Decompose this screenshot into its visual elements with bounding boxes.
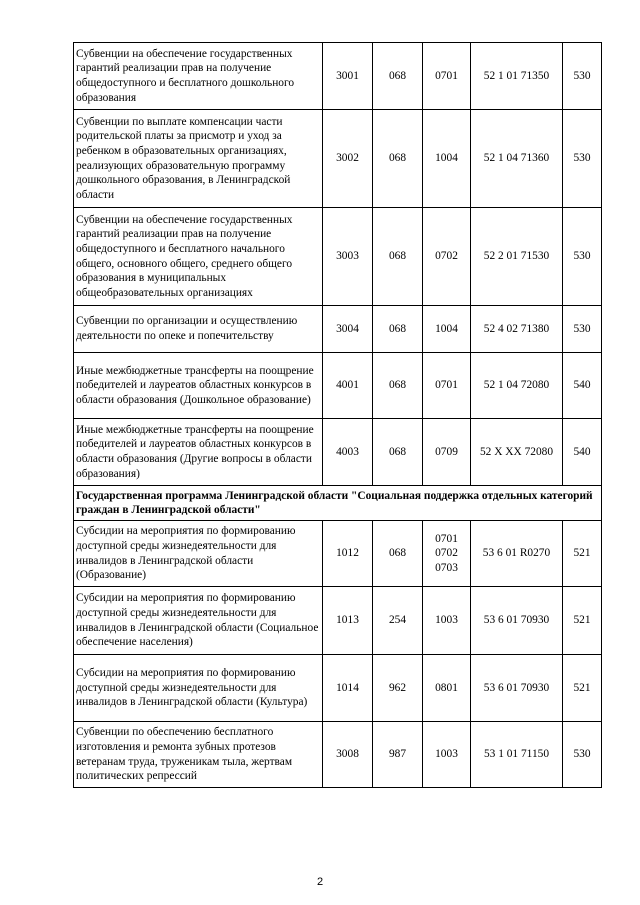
section-cell	[423, 110, 471, 208]
description-cell: Субсидии на мероприятия по формированию доступной среды жизнедеятельности для инвалидов в Ленинградской области (Образование)	[74, 521, 323, 587]
section-cell	[423, 208, 471, 306]
section-code: 0703	[435, 561, 458, 574]
description-cell: Иные межбюджетные трансферты на поощрение победителей и лауреатов областных конкурсов в области образования (Другие вопросы в области образования)	[74, 419, 323, 486]
table-row	[74, 43, 602, 110]
section-cell	[423, 43, 471, 110]
ministry-cell: 068	[373, 110, 423, 208]
section-code: 0801	[435, 681, 458, 694]
kvr-cell: 530	[563, 306, 602, 353]
budget-table	[73, 42, 602, 788]
kcsr-cell: 52 X XX 72080	[471, 419, 563, 486]
section-code: 0701	[435, 379, 458, 392]
section-cell	[423, 587, 471, 655]
code-cell: 3008	[323, 722, 373, 788]
description-cell: Субвенции по обеспечению бесплатного изготовления и ремонта зубных протезов ветеранам труда, труженикам тыла, жертвам политических репрессий	[74, 722, 323, 788]
kvr-cell: 530	[563, 43, 602, 110]
section-cell	[423, 655, 471, 722]
table-row	[74, 353, 602, 419]
section-cell	[423, 722, 471, 788]
ministry-cell: 068	[373, 208, 423, 306]
table-row	[74, 419, 602, 486]
section-code: 1004	[435, 152, 458, 165]
table-row	[74, 306, 602, 353]
section-code: 0709	[435, 445, 458, 458]
description-cell: Субвенции на обеспечение государственных гарантий реализации прав на получение общедоступного и бесплатного дошкольного образования	[74, 43, 323, 110]
ministry-cell: 068	[373, 521, 423, 587]
table-row	[74, 208, 602, 306]
description-cell: Субвенции по организации и осуществлению деятельности по опеке и попечительству	[74, 306, 323, 353]
kvr-cell: 521	[563, 587, 602, 655]
section-cell	[423, 306, 471, 353]
section-code: 1004	[435, 322, 458, 335]
kcsr-cell: 52 1 04 71360	[471, 110, 563, 208]
code-cell: 3002	[323, 110, 373, 208]
ministry-cell: 254	[373, 587, 423, 655]
table-row	[74, 722, 602, 788]
table-row	[74, 110, 602, 208]
description-cell: Иные межбюджетные трансферты на поощрение победителей и лауреатов областных конкурсов в области образования (Дошкольное образование)	[74, 353, 323, 419]
section-header-row	[74, 486, 602, 521]
kcsr-cell: 53 1 01 71150	[471, 722, 563, 788]
kvr-cell: 540	[563, 419, 602, 486]
section-code: 0702	[435, 547, 458, 560]
kvr-cell: 540	[563, 353, 602, 419]
section-title: Государственная программа Ленинградской области "Социальная поддержка отдельных категорий граждан в Ленинградской области"	[74, 486, 602, 521]
code-cell: 3001	[323, 43, 373, 110]
kcsr-cell: 53 6 01 R0270	[471, 521, 563, 587]
section-cell	[423, 419, 471, 486]
ministry-cell: 068	[373, 306, 423, 353]
description-cell: Субвенции на обеспечение государственных гарантий реализации прав на получение общедоступного и бесплатного начального общего, основного общего, среднего общего образования в муниципальных общеобразовательных организациях	[74, 208, 323, 306]
description-cell: Субвенции по выплате компенсации части родительской платы за присмотр и уход за ребенком в образовательных организациях, реализующих образовательную программу дошкольного образования, в Ленинградской области	[74, 110, 323, 208]
code-cell: 1014	[323, 655, 373, 722]
table-row	[74, 521, 602, 587]
ministry-cell: 068	[373, 43, 423, 110]
kcsr-cell: 52 1 04 72080	[471, 353, 563, 419]
kcsr-cell: 52 2 01 71530	[471, 208, 563, 306]
kvr-cell: 530	[563, 722, 602, 788]
table-row	[74, 655, 602, 722]
kcsr-cell: 52 1 01 71350	[471, 43, 563, 110]
table-row	[74, 587, 602, 655]
section-code: 1003	[435, 614, 458, 627]
kvr-cell: 521	[563, 655, 602, 722]
ministry-cell: 068	[373, 353, 423, 419]
table-body	[74, 43, 602, 788]
section-code: 0701	[435, 532, 458, 545]
kcsr-cell: 53 6 01 70930	[471, 587, 563, 655]
code-cell: 3003	[323, 208, 373, 306]
description-cell: Субсидии на мероприятия по формированию доступной среды жизнедеятельности для инвалидов в Ленинградской области (Социальное обеспечение населения)	[74, 587, 323, 655]
ministry-cell: 987	[373, 722, 423, 788]
kcsr-cell: 52 4 02 71380	[471, 306, 563, 353]
kvr-cell: 530	[563, 208, 602, 306]
section-cell	[423, 521, 471, 587]
section-code: 1003	[435, 748, 458, 761]
ministry-cell: 068	[373, 419, 423, 486]
kvr-cell: 521	[563, 521, 602, 587]
code-cell: 4001	[323, 353, 373, 419]
kcsr-cell: 53 6 01 70930	[471, 655, 563, 722]
code-cell: 4003	[323, 419, 373, 486]
page-number: 2	[316, 876, 324, 888]
ministry-cell: 962	[373, 655, 423, 722]
kvr-cell: 530	[563, 110, 602, 208]
code-cell: 3004	[323, 306, 373, 353]
section-code: 0702	[435, 250, 458, 263]
code-cell: 1013	[323, 587, 373, 655]
section-code: 0701	[435, 69, 458, 82]
description-cell: Субсидии на мероприятия по формированию доступной среды жизнедеятельности для инвалидов в Ленинградской области (Культура)	[74, 655, 323, 722]
section-cell	[423, 353, 471, 419]
code-cell: 1012	[323, 521, 373, 587]
